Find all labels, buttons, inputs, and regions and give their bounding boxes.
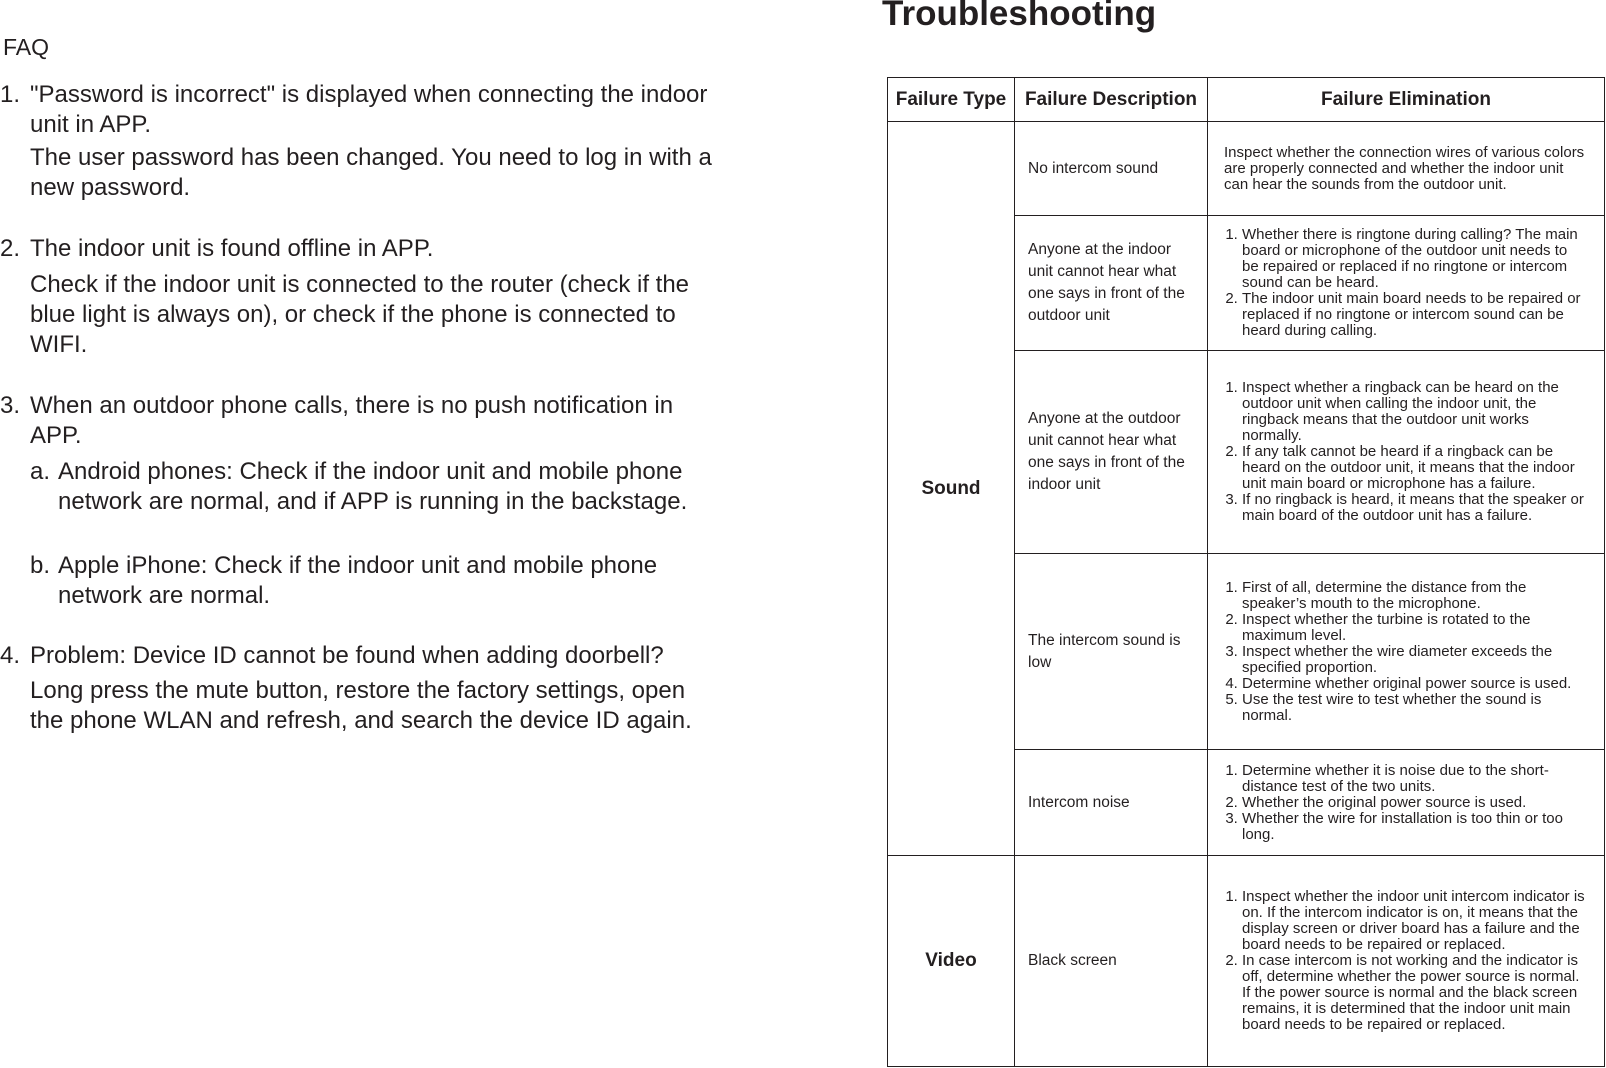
- elimination-step: 2. In case intercom is not working and the indicator is off, determine whether the power source is normal. If the power source is normal and the black screen remains, it is determined that the indoor unit main board needs to be repaired or replaced.: [1242, 953, 1588, 1033]
- faq-question-3: [0, 391, 720, 449]
- failure-elimination-cell: [1208, 122, 1605, 216]
- elimination-step: 4. Determine whether original power source is used.: [1242, 676, 1588, 692]
- failure-elimination-cell: [1208, 554, 1605, 750]
- faq-question-text: The indoor unit is found offline in APP.: [30, 235, 434, 262]
- faq-title: FAQ: [3, 34, 50, 60]
- elimination-steps: [1224, 763, 1588, 843]
- header-failure-elimination: Failure Elimination: [1208, 78, 1605, 122]
- elimination-step: 1. First of all, determine the distance from the speaker’s mouth to the microphone.: [1242, 580, 1588, 612]
- table-row: [888, 856, 1605, 1067]
- table-row: [888, 122, 1605, 216]
- failure-elimination-cell: [1208, 216, 1605, 351]
- elimination-step: 2. If any talk cannot be heard if a ringback can be heard on the outdoor unit, it means that the indoor unit main board or microphone has a failure.: [1242, 444, 1588, 492]
- failure-elimination-cell: [1208, 856, 1605, 1067]
- elimination-steps: [1224, 380, 1588, 524]
- failure-type-cell: Video: [888, 856, 1015, 1067]
- elimination-step: 5. Use the test wire to test whether the sound is normal.: [1242, 692, 1588, 724]
- failure-description-cell: Black screen: [1015, 856, 1208, 1067]
- elimination-step: 1. Whether there is ringtone during calling? The main board or microphone of the outdoor unit needs to be repaired or replaced if no ringtone or intercom sound can be heard.: [1242, 227, 1588, 291]
- faq-question-number: 1.: [0, 81, 21, 108]
- faq-sub-label: b.: [30, 552, 51, 579]
- troubleshooting-table: [887, 77, 1605, 1067]
- elimination-step: 2. Whether the original power source is used.: [1242, 795, 1588, 811]
- elimination-step: 2. The indoor unit main board needs to be repaired or replaced if no ringtone or intercom sound can be heard during calling.: [1242, 291, 1588, 339]
- faq-question-text: Problem: Device ID cannot be found when adding doorbell?: [30, 642, 664, 669]
- elimination-step: 1. Inspect whether a ringback can be heard on the outdoor unit when calling the indoor unit, the ringback means that the outdoor unit works normally.: [1242, 380, 1588, 444]
- elimination-steps: [1224, 227, 1588, 339]
- faq-question-text: When an outdoor phone calls, there is no push notification in APP.: [30, 392, 674, 449]
- faq-question-number: 3.: [0, 392, 21, 419]
- faq-question-1: [0, 80, 720, 138]
- failure-description-cell: No intercom sound: [1015, 122, 1208, 216]
- faq-sub-text: Android phones: Check if the indoor unit and mobile phone network are normal, and if APP is running in the backstage.: [58, 458, 688, 515]
- elimination-step: 1. Determine whether it is noise due to the short-distance test of the two units.: [1242, 763, 1588, 795]
- faq-answer-2: Check if the indoor unit is connected to the router (check if the blue light is always on), or check if the phone is connected to WIFI.: [30, 271, 690, 358]
- failure-elimination-cell: [1208, 750, 1605, 856]
- failure-elimination-cell: [1208, 351, 1605, 554]
- elimination-step: 3. Inspect whether the wire diameter exceeds the specified proportion.: [1242, 644, 1588, 676]
- header-failure-description: Failure Description: [1015, 78, 1208, 122]
- faq-question-text: "Password is incorrect" is displayed when connecting the indoor unit in APP.: [30, 81, 708, 138]
- faq-answer-4: Long press the mute button, restore the factory settings, open the phone WLAN and refresh, and search the device ID again.: [30, 677, 692, 734]
- elimination-steps: [1224, 889, 1588, 1033]
- faq-question-4: [0, 641, 720, 671]
- faq-sub-label: a.: [30, 458, 51, 485]
- troubleshooting-title: Troubleshooting: [882, 0, 1157, 33]
- faq-question-number: 4.: [0, 642, 21, 669]
- faq-answer-1: The user password has been changed. You need to log in with a new password.: [30, 144, 712, 201]
- table-header-row: [888, 78, 1605, 122]
- failure-description-cell: Anyone at the outdoor unit cannot hear what one says in front of the indoor unit: [1015, 351, 1208, 554]
- elimination-step: 2. Inspect whether the turbine is rotated to the maximum level.: [1242, 612, 1588, 644]
- header-failure-type: Failure Type: [888, 78, 1015, 122]
- elimination-step: 3. Whether the wire for installation is too thin or too long.: [1242, 811, 1588, 843]
- elimination-text: Inspect whether the connection wires of various colors are properly connected and whether the indoor unit can hear the sounds from the outdoor unit.: [1224, 143, 1585, 193]
- elimination-step: 1. Inspect whether the indoor unit intercom indicator is on. If the intercom indicator is on, it means that the display screen or driver board has a failure and the board needs to be repaired or replaced.: [1242, 889, 1588, 953]
- failure-description-cell: Anyone at the indoor unit cannot hear what one says in front of the outdoor unit: [1015, 216, 1208, 351]
- elimination-steps: [1224, 580, 1588, 724]
- failure-description-cell: Intercom noise: [1015, 750, 1208, 856]
- faq-question-number: 2.: [0, 235, 21, 262]
- failure-description-cell: The intercom sound is low: [1015, 554, 1208, 750]
- failure-type-cell: Sound: [888, 122, 1015, 856]
- faq-sub-text: Apple iPhone: Check if the indoor unit and mobile phone network are normal.: [58, 552, 658, 609]
- elimination-step: 3. If no ringback is heard, it means that the speaker or main board of the outdoor unit has a failure.: [1242, 492, 1588, 524]
- faq-question-2: [0, 234, 720, 264]
